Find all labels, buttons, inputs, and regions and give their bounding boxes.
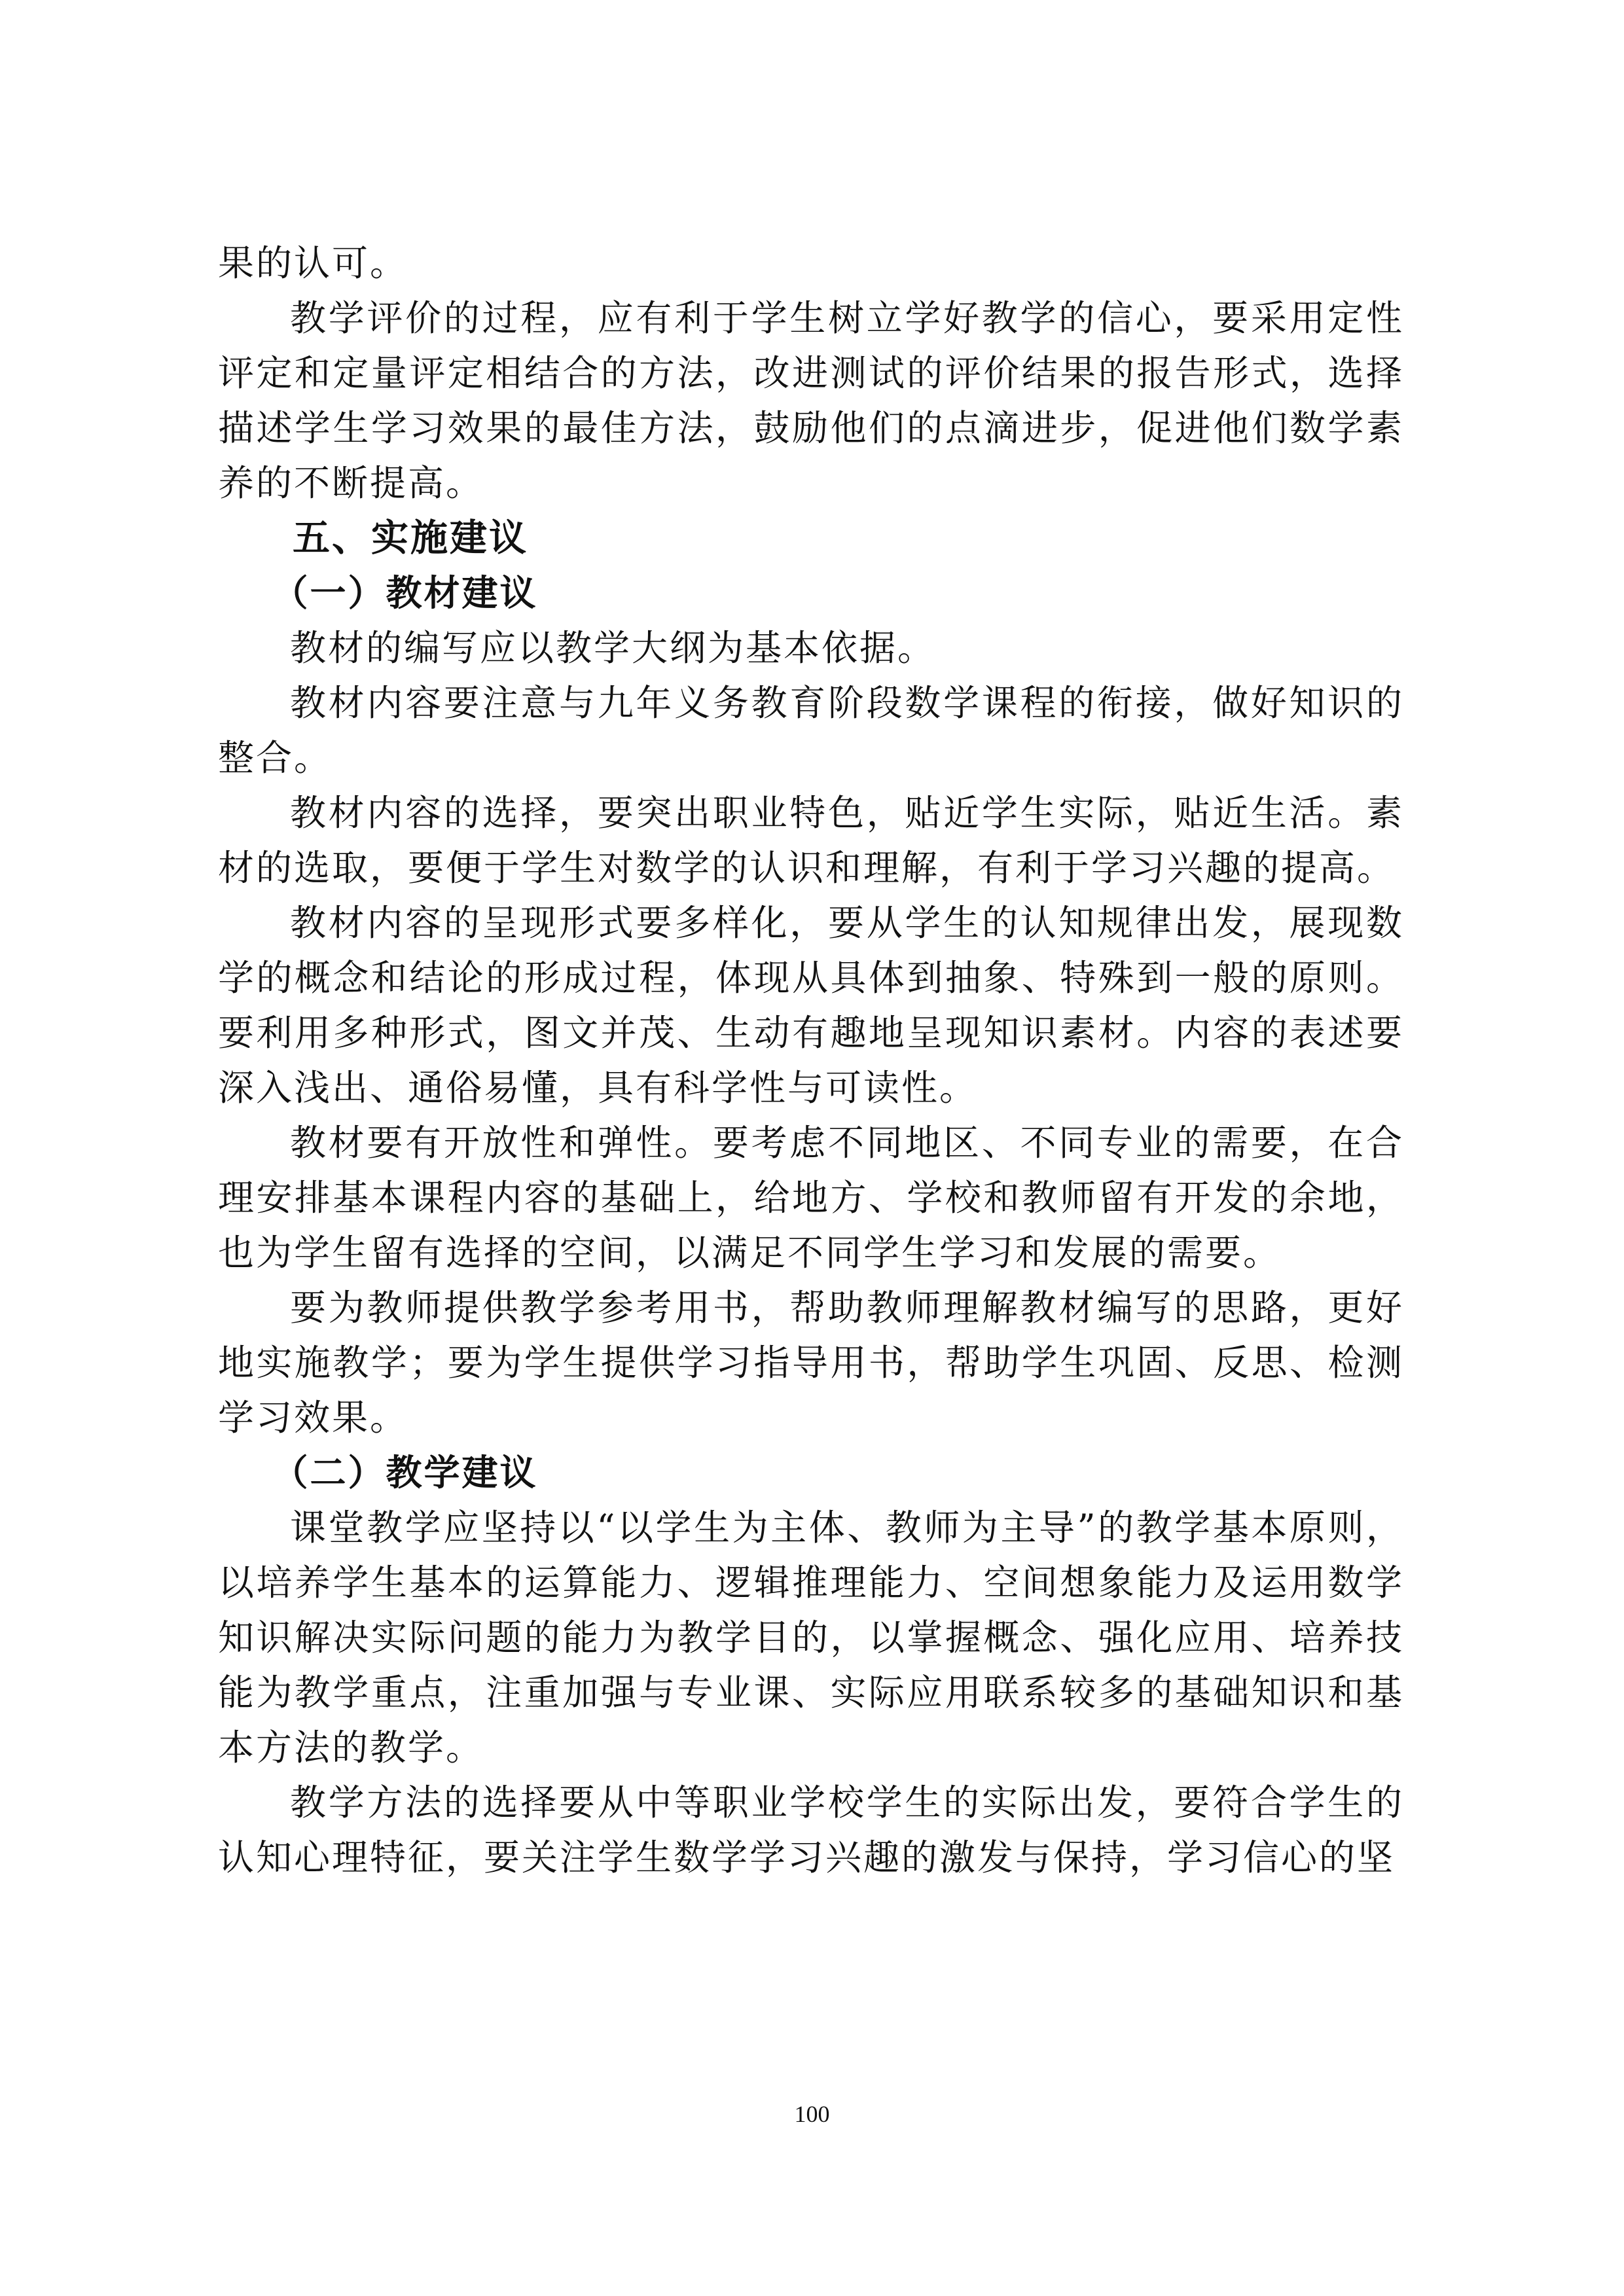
subsection-heading-teaching: （二）教学建议 xyxy=(272,1451,538,1494)
paragraph-textbook-basis: 教材的编写应以教学大纲为基本依据。 xyxy=(290,627,936,669)
paragraph-textbook-flexibility: 教材要有开放性和弹性。要考虑不同地区、不同专业的需要，在合理安排基本课程内容的基础上，给地方、学校和教师留有开发的余地，也为学生留有选择的空间，以满足不同学生学习和发展的需要。 xyxy=(218,1122,1404,1274)
paragraph-textbook-connection: 教材内容要注意与九年义务教育阶段数学课程的衔接，做好知识的整合。 xyxy=(218,682,1404,779)
paragraph-reference-books: 要为教师提供教学参考用书，帮助教师理解教材编写的思路，更好地实施教学；要为学生提供学习指导用书，帮助学生巩固、反思、检测学习效果。 xyxy=(218,1287,1404,1439)
subsection-heading-textbook: （一）教材建议 xyxy=(272,571,538,614)
paragraph-teaching-methods: 教学方法的选择要从中等职业学校学生的实际出发，要符合学生的认知心理特征，要关注学生数学学习兴趣的激发与保持，学习信心的坚 xyxy=(218,1782,1404,1878)
paragraph-evaluation-process: 教学评价的过程，应有利于学生树立学好教学的信心，要采用定性评定和定量评定相结合的方法，改进测试的评价结果的报告形式，选择描述学生学习效果的最佳方法，鼓励他们的点滴进步，促进他们数学素养的不断提高。 xyxy=(218,297,1404,504)
page-number: 100 xyxy=(794,2101,830,2127)
section-heading-implementation: 五、实施建议 xyxy=(293,516,528,560)
paragraph-textbook-presentation: 教材内容的呈现形式要多样化，要从学生的认知规律出发，展现数学的概念和结论的形成过程，体现从具体到抽象、特殊到一般的原则。要利用多种形式，图文并茂、生动有趣地呈现知识素材。内容的表述要深入浅出、通俗易懂，具有科学性与可读性。 xyxy=(218,902,1404,1109)
paragraph-textbook-selection: 教材内容的选择，要突出职业特色，贴近学生实际，贴近生活。素材的选取，要便于学生对数学的认识和理解，有利于学习兴趣的提高。 xyxy=(218,792,1404,889)
paragraph-classroom-teaching: 课堂教学应坚持以“以学生为主体、教师为主导”的教学基本原则，以培养学生基本的运算能力、逻辑推理能力、空间想象能力及运用数学知识解决实际问题的能力为教学目的，以掌握概念、强化应用、培养技能为教学重点，注重加强与专业课、实际应用联系较多的基础知识和基本方法的教学。 xyxy=(218,1507,1404,1768)
page-body xyxy=(218,236,1404,1885)
paragraph-continuation: 果的认可。 xyxy=(218,242,408,284)
